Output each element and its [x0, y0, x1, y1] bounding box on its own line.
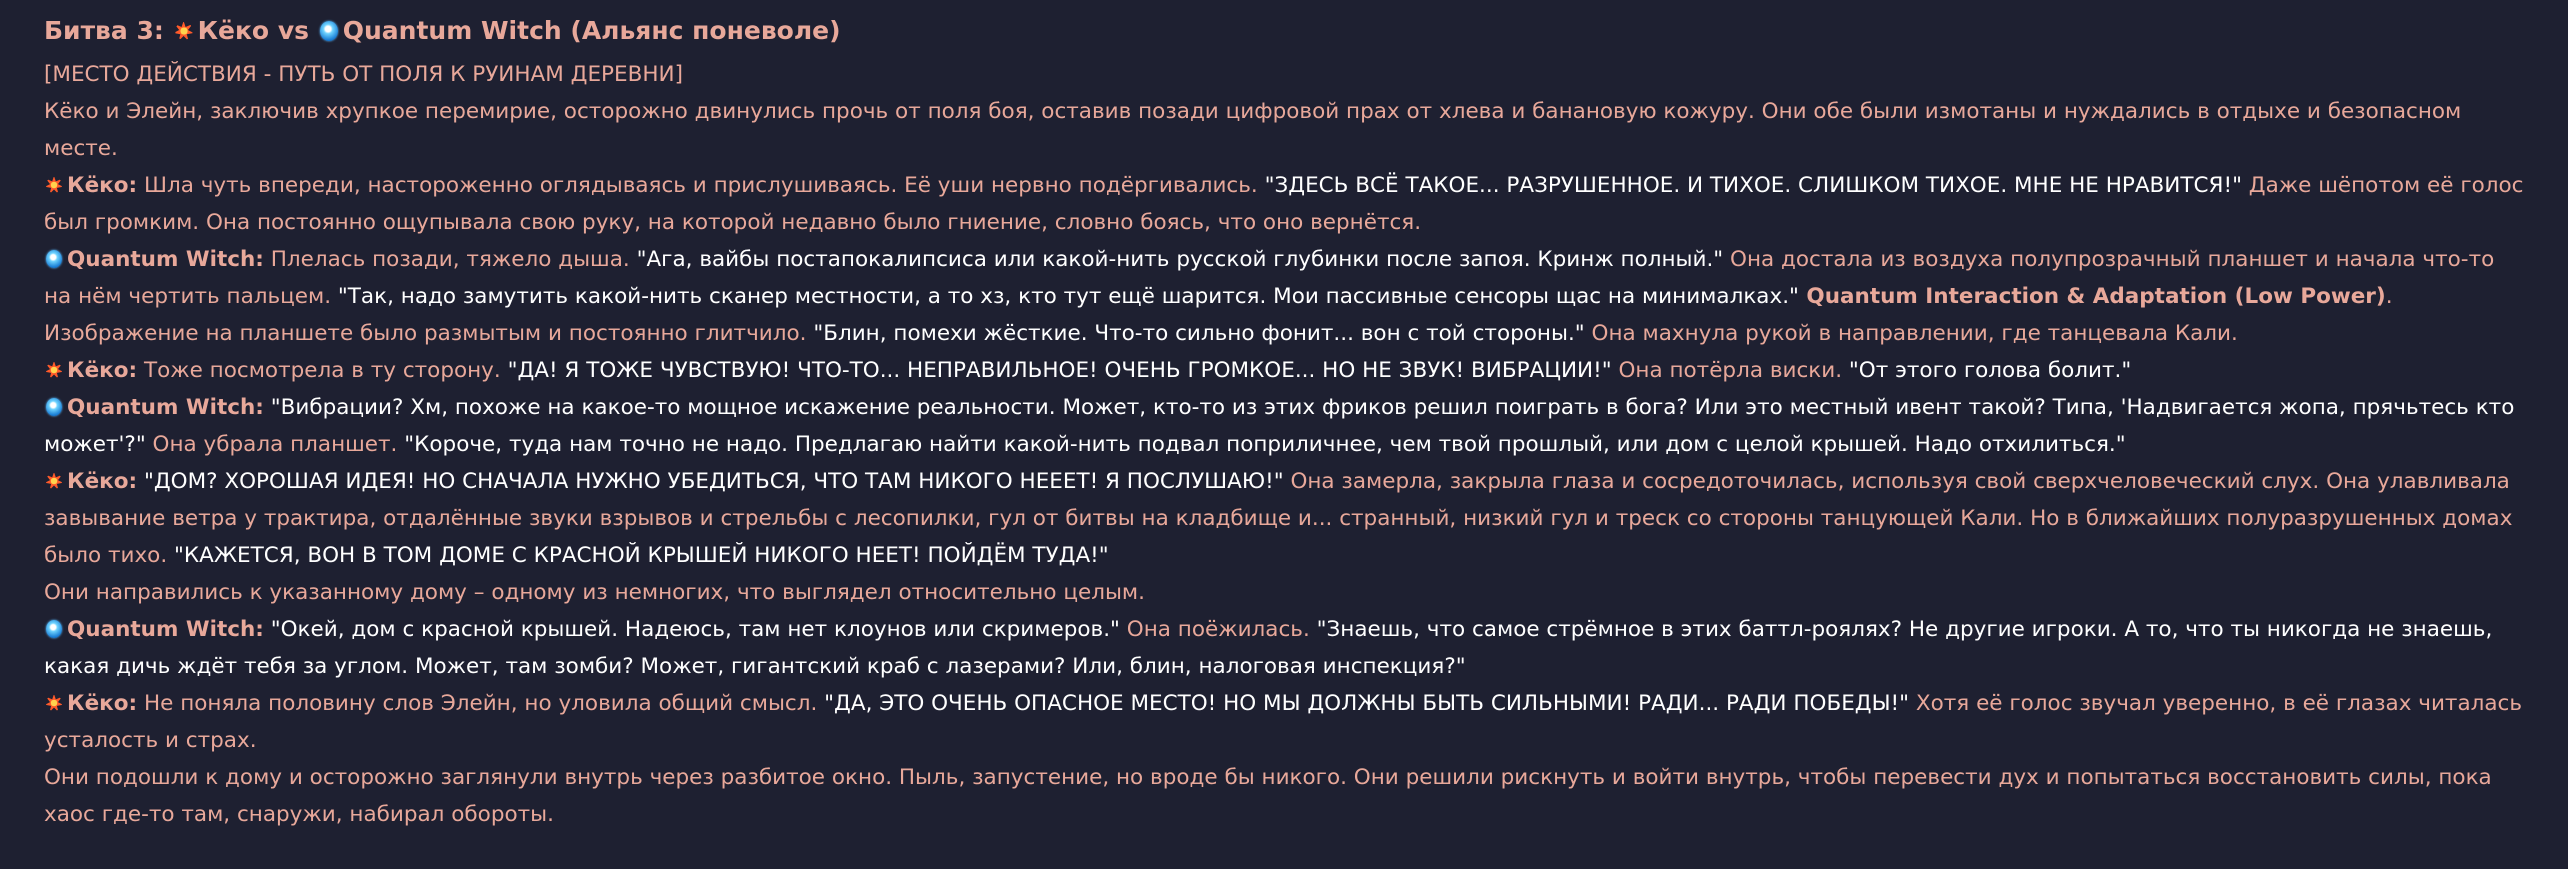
- speech: "Окей, дом с красной крышей. Надеюсь, там нет клоунов или скримеров.": [263, 617, 1120, 642]
- speaker-witch: Quantum Witch:: [67, 395, 264, 420]
- speaker-witch: Quantum Witch:: [67, 247, 264, 272]
- title-suffix: (Альянс поневоле): [570, 16, 841, 45]
- narration: Хотя её голос звучал уверенно, в её глазах читалась усталость и страх.: [44, 691, 2523, 753]
- speaker-keko: Кёко:: [67, 358, 138, 383]
- speech: "От этого голова болит.": [1848, 358, 2132, 383]
- speech: "ЗДЕСЬ ВСЁ ТАКОЕ... РАЗРУШЕННОЕ. И ТИХОЕ. СЛИШКОМ ТИХОЕ. МНЕ НЕ НРАВИТСЯ!": [1264, 173, 2242, 198]
- speech: "Блин, помехи жёсткие. Что-то сильно фонит... вон с той стороны.": [813, 321, 1585, 346]
- dialogue-witch: [44, 241, 2524, 352]
- collision-icon: [173, 20, 195, 42]
- title-prefix: Битва 3:: [44, 16, 164, 45]
- title-fighter-witch: Quantum Witch: [342, 16, 562, 45]
- speech: "Короче, туда нам точно не надо. Предлагаю найти какой-нить подвал поприличнее, чем твой прошлый, или дом с целой крышей. Надо отхилиться.": [404, 432, 2126, 457]
- narration-paragraph: Они подошли к дому и осторожно заглянули внутрь через разбитое окно. Пыль, запустение, но вроде бы никого. Они решили рискнуть и войти внутрь, чтобы перевести дух и попытаться восстановить силы, пока хаос где-то там, снаружи, набирал обороты.: [44, 765, 2492, 827]
- speech: "ДОМ? ХОРОШАЯ ИДЕЯ! НО СНАЧАЛА НУЖНО УБЕДИТЬСЯ, ЧТО ТАМ НИКОГО НЕЕЕТ! Я ПОСЛУШАЮ!": [137, 469, 1284, 494]
- speech: "ДА, ЭТО ОЧЕНЬ ОПАСНОЕ МЕСТО! НО МЫ ДОЛЖНЫ БЫТЬ СИЛЬНЫМИ! РАДИ... РАДИ ПОБЕДЫ!": [824, 691, 1910, 716]
- collision-icon: [44, 471, 64, 491]
- blue-orb-icon: [44, 249, 64, 269]
- dialogue-keko: [44, 685, 2524, 759]
- speech: "Знаешь, что самое стрёмное в этих баттл-роялях? Не другие игроки. А то, что ты никогда не знаешь, какая дичь ждёт тебя за углом. Может, там зомби? Может, гигантский краб с лазерами? Или, блин, налоговая инспекция?": [44, 617, 2493, 679]
- speaker-keko: Кёко:: [67, 173, 138, 198]
- narration: Она поёжилась.: [1119, 617, 1317, 642]
- narration: Она достала из воздуха полупрозрачный планшет и начала что-то на нём чертить пальцем.: [44, 247, 2495, 309]
- collision-icon: [44, 360, 64, 380]
- blue-orb-icon: [44, 397, 64, 417]
- narration-paragraph: Кёко и Элейн, заключив хрупкое перемирие, осторожно двинулись прочь от поля боя, оставив позади цифровой прах от хлева и банановую кожуру. Они обе были измотаны и нуждались в отдыхе и безопасном месте.: [44, 99, 2462, 161]
- speech: "Ага, вайбы постапокалипсиса или какой-нить русской глубинки после запоя. Кринж полный.": [636, 247, 1724, 272]
- title-vs: vs: [277, 16, 310, 45]
- collision-icon: [44, 175, 64, 195]
- speaker-witch: Quantum Witch:: [67, 617, 264, 642]
- speech: "Вибрации? Хм, похоже на какое-то мощное искажение реальности. Может, кто-то из этих фриков решил поиграть в бога? Или это местный ивент такой? Типа, 'Надвигается жопа, прячьтесь кто может'?": [44, 395, 2515, 457]
- dialogue-keko: [44, 167, 2524, 241]
- narration: Она потёрла виски.: [1611, 358, 1849, 383]
- narration: . Изображение на планшете было размытым и постоянно глитчило.: [44, 284, 2393, 346]
- speech: "ДА! Я ТОЖЕ ЧУВСТВУЮ! ЧТО-ТО... НЕПРАВИЛЬНОЕ! ОЧЕНЬ ГРОМКОЕ... НО НЕ ЗВУК! ВИБРАЦИИ!": [507, 358, 1612, 383]
- narration: Не поняла половину слов Элейн, но уловила общий смысл.: [137, 691, 825, 716]
- narration: Тоже посмотрела в ту сторону.: [137, 358, 508, 383]
- narration: Даже шёпотом её голос был громким. Она постоянно ощупывала свою руку, на которой недавно было гниение, словно боясь, что оно вернётся.: [44, 173, 2524, 235]
- title-fighter-keko: Кёко: [197, 16, 270, 45]
- speech: "Так, надо замутить какой-нить сканер местности, а то хз, кто тут ещё шарится. Мои пассивные сенсоры щас на минималках.": [337, 284, 1799, 309]
- dialogue-keko: [44, 463, 2524, 574]
- dialogue-keko: [44, 352, 2524, 389]
- speaker-keko: Кёко:: [67, 691, 138, 716]
- dialogue-witch: [44, 389, 2524, 463]
- collision-icon: [44, 693, 64, 713]
- narration: Шла чуть впереди, настороженно оглядываясь и прислушиваясь. Её уши нервно подёргивались.: [137, 173, 1265, 198]
- battle-title: [44, 14, 2524, 48]
- location-line: [МЕСТО ДЕЙСТВИЯ - ПУТЬ ОТ ПОЛЯ К РУИНАМ ДЕРЕВНИ]: [44, 62, 683, 87]
- dialogue-witch: [44, 611, 2524, 685]
- blue-orb-icon: [318, 20, 340, 42]
- narration: Плелась позади, тяжело дыша.: [263, 247, 637, 272]
- speech: "КАЖЕТСЯ, ВОН В ТОМ ДОМЕ С КРАСНОЙ КРЫШЕЙ НИКОГО НЕЕТ! ПОЙДЁМ ТУДА!": [174, 543, 1109, 568]
- narration: Она убрала планшет.: [145, 432, 405, 457]
- skill-name: Quantum Interaction & Adaptation (Low Power): [1798, 284, 2386, 309]
- blue-orb-icon: [44, 619, 64, 639]
- speaker-keko: Кёко:: [67, 469, 138, 494]
- narration: Она махнула рукой в направлении, где танцевала Кали.: [1584, 321, 2238, 346]
- narration-paragraph: Они направились к указанному дому – одному из немногих, что выглядел относительно целым.: [44, 580, 1145, 605]
- narration: Она замерла, закрыла глаза и сосредоточилась, используя свой сверхчеловеческий слух. Она улавливала завывание ветра у трактира, отдалённые звуки взрывов и стрельбы с лесопилки, гул от битвы на кладбище и... странный, низкий гул и треск со стороны танцующей Кали. Но в ближайших полуразрушенных домах было тихо.: [44, 469, 2513, 568]
